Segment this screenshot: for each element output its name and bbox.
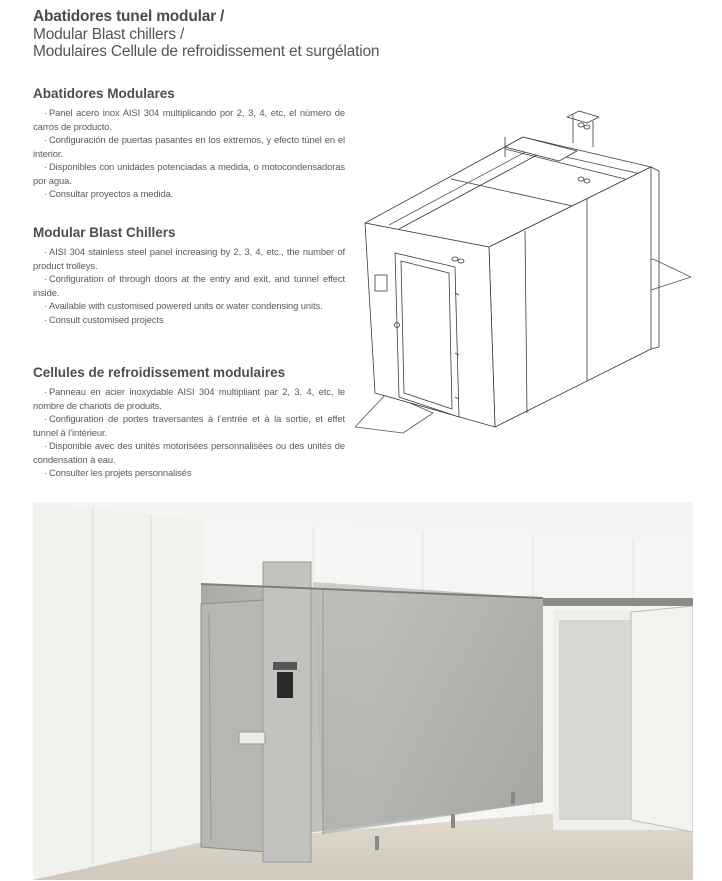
section-english (33, 225, 345, 326)
bullet: · (43, 467, 47, 478)
paragraph (33, 272, 345, 299)
section-spanish (33, 86, 345, 201)
bullet: · (43, 413, 47, 424)
paragraph-text: Configuration de portes traversantes à l’entrée et à la sortie, et effet tunnel à l’intérieur. (33, 413, 345, 438)
bullet: · (43, 440, 47, 451)
paragraph (33, 160, 345, 187)
title-french: Modulaires Cellule de refroidissement et surgélation (33, 43, 380, 60)
paragraph-text: Consultar proyectos a medida. (49, 188, 174, 199)
bullet: · (43, 300, 47, 311)
section-title: Cellules de refroidissement modulaires (33, 365, 286, 380)
blast-chiller-line-drawing (355, 97, 695, 437)
paragraph-text: Panneau en acier inoxydable AISI 304 multipliant par 2, 3, 4, etc, le nombre de chariots de produits. (33, 386, 345, 411)
paragraph (33, 187, 345, 201)
title-english: Modular Blast chillers / (33, 26, 185, 43)
paragraph (33, 299, 345, 313)
title-spanish: Abatidores tunel modular / (33, 8, 225, 25)
page-header (33, 8, 433, 60)
bullet: · (43, 273, 47, 284)
paragraph (33, 385, 345, 412)
paragraph (33, 245, 345, 272)
bullet: · (43, 386, 47, 397)
bullet: · (43, 313, 47, 325)
paragraph (33, 133, 345, 160)
paragraph-text: Available with customised powered units or water condensing units. (49, 300, 323, 311)
bullet: · (43, 107, 47, 118)
bullet: · (43, 161, 47, 172)
paragraph (33, 466, 345, 480)
paragraph-text: Configuration of through doors at the entry and exit, and tunnel effect inside. (33, 273, 345, 298)
paragraph-text: Consulter les projets personnalisés (49, 467, 192, 478)
paragraph (33, 439, 345, 466)
paragraph-text: Panel acero inox AISI 304 multiplicando por 2, 3, 4, etc, el número de carros de producto. (33, 107, 345, 132)
bullet: · (43, 246, 47, 257)
paragraph-text: Disponible avec des unités motorisées personnalisées ou des unités de condensation à eau. (33, 440, 345, 465)
paragraph (33, 412, 345, 439)
installation-photo (33, 502, 693, 880)
paragraph (33, 106, 345, 133)
paragraph-text: AISI 304 stainless steel panel increasing by 2, 3, 4, etc., the number of product trolleys. (33, 246, 345, 271)
section-title: Modular Blast Chillers (33, 225, 176, 240)
paragraph (33, 313, 345, 327)
paragraph-text: Disponibles con unidades potenciadas a medida, o motocondensadoras por agua. (33, 161, 345, 186)
paragraph-text: Configuración de puertas pasantes en los extremos, y efecto túnel en el interior. (33, 134, 345, 159)
bullet: · (43, 188, 47, 199)
section-french (33, 365, 345, 480)
paragraph-text: Consult customised projects (49, 313, 164, 325)
bullet: · (43, 134, 47, 145)
section-title: Abatidores Modulares (33, 86, 175, 101)
